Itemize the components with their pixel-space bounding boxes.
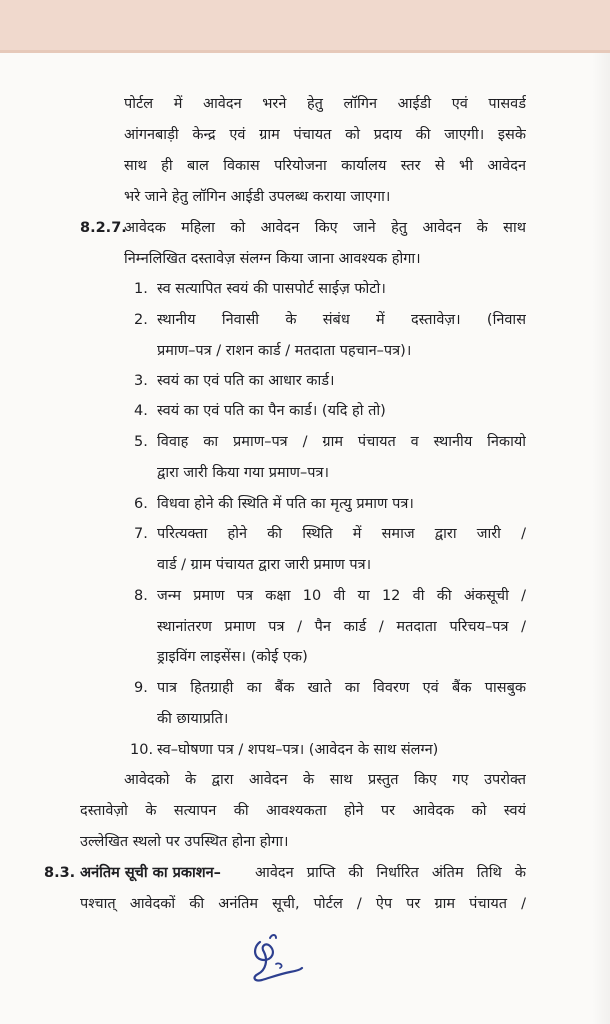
list-item-line: जन्म प्रमाण पत्र कक्षा 10 वी या 12 वी की अंकसूची /	[157, 588, 526, 604]
paragraph-line: आवेदको के द्वारा आवेदन के साथ प्रस्तुत किए गए उपरोक्त	[124, 772, 526, 788]
list-item-line: प्रमाण–पत्र / राशन कार्ड / मतदाता पहचान–पत्र)।	[157, 343, 412, 359]
list-item-line: वार्ड / ग्राम पंचायत द्वारा जारी प्रमाण पत्र।	[157, 557, 372, 573]
list-item-line: की छायाप्रति।	[157, 711, 229, 727]
section-number: 8.2.7.	[80, 220, 127, 236]
paragraph-line: पोर्टल में आवेदन भरने हेतु लॉगिन आईडी एवं पासवर्ड	[124, 96, 526, 112]
list-item-number: 5.	[134, 434, 148, 450]
signature-mark	[246, 930, 306, 990]
paragraph-line: उल्लेखित स्थलो पर उपस्थित होना होगा।	[80, 834, 289, 850]
list-item-line: स्वयं का एवं पति का आधार कार्ड।	[157, 373, 335, 389]
list-item-line: विवाह का प्रमाण–पत्र / ग्राम पंचायत व स्थानीय निकायो	[157, 434, 526, 450]
paragraph-line: दस्तावेज़ो के सत्यापन की आवश्यकता होने पर आवेदक को स्वयं	[80, 803, 526, 819]
list-item-number: 7.	[134, 526, 148, 542]
list-item-number: 8.	[134, 588, 148, 604]
list-item-line: परित्यक्ता होने की स्थिति में समाज द्वारा जारी /	[157, 526, 526, 542]
paragraph-line: भरे जाने हेतु लॉगिन आईडी उपलब्ध कराया जाएगा।	[124, 189, 391, 205]
page-edge-shadow	[592, 53, 610, 1024]
section-number: 8.3.	[44, 865, 76, 881]
list-item-line: स्थानीय निवासी के संबंध में दस्तावेज़। (निवास	[157, 312, 526, 328]
list-item-number: 6.	[134, 496, 148, 512]
section-line: आवेदक महिला को आवेदन किए जाने हेतु आवेदन के साथ	[124, 220, 526, 236]
list-item-number: 2.	[134, 312, 148, 328]
scan-top-band-edge	[0, 50, 610, 53]
list-item-line: पात्र हितग्राही का बैंक खाते का विवरण एवं बैंक पासबुक	[157, 680, 526, 696]
section-heading: अनंतिम सूची का प्रकाशन–	[80, 865, 221, 881]
paragraph-line: साथ ही बाल विकास परियोजना कार्यालय स्तर से भी आवेदन	[124, 158, 526, 174]
list-item-number: 3.	[134, 373, 148, 389]
list-item-line: स्वयं का एवं पति का पैन कार्ड। (यदि हो तो)	[157, 403, 386, 419]
list-item-number: 9.	[134, 680, 148, 696]
list-item-line: विधवा होने की स्थिति में पति का मृत्यु प्रमाण पत्र।	[157, 496, 414, 512]
list-item-number: 10.	[130, 742, 154, 758]
list-item-line: स्व–घोषणा पत्र / शपथ–पत्र। (आवेदन के साथ संलग्न)	[157, 742, 439, 758]
list-item-number: 1.	[134, 281, 148, 297]
section-line: पश्चात् आवेदकों की अनंतिम सूची, पोर्टल / ऐप पर ग्राम पंचायत /	[80, 896, 526, 912]
list-item-line: द्वारा जारी किया गया प्रमाण–पत्र।	[157, 465, 329, 481]
section-line: निम्नलिखित दस्तावेज़ संलग्न किया जाना आवश्यक होगा।	[124, 251, 421, 267]
list-item-number: 4.	[134, 403, 148, 419]
list-item-line: ड्राइविंग लाइसेंस। (कोई एक)	[157, 649, 308, 665]
list-item-line: स्थानांतरण प्रमाण पत्र / पैन कार्ड / मतदाता परिचय–पत्र /	[157, 619, 526, 635]
scan-top-band	[0, 0, 610, 50]
section-line: आवेदन प्राप्ति की निर्धारित अंतिम तिथि के	[255, 865, 526, 881]
list-item-line: स्व सत्यापित स्वयं की पासपोर्ट साईज़ फोटो।	[157, 281, 386, 297]
paragraph-line: आंगनबाड़ी केन्द्र एवं ग्राम पंचायत को प्रदाय की जाएगी। इसके	[124, 127, 526, 143]
